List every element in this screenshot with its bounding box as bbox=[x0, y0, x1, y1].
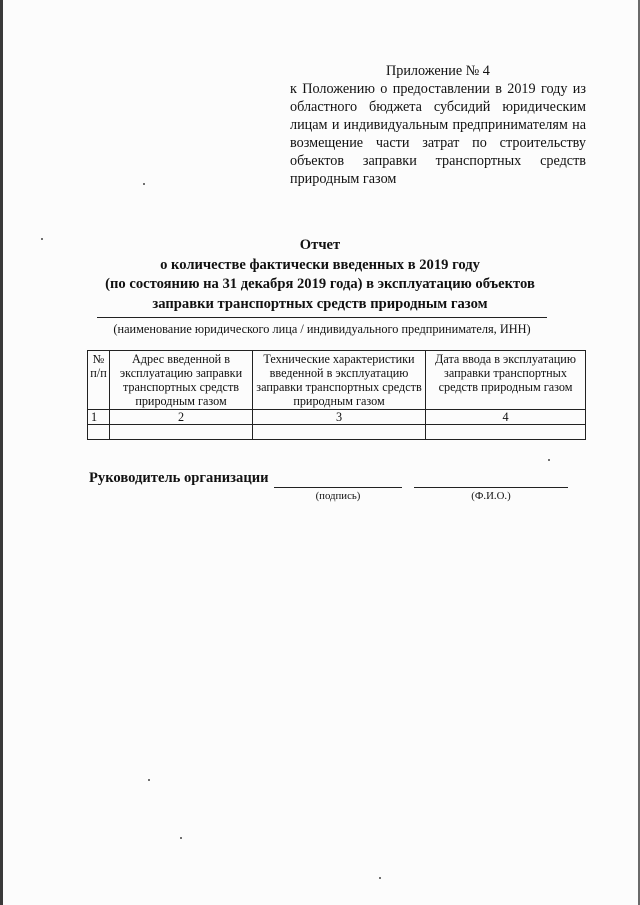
table-header-row bbox=[88, 351, 586, 410]
scan-edge-left bbox=[0, 0, 3, 905]
appendix-text: к Положению о предоставлении в 2019 году из областного бюджета субсидий юридическим лицам и индивидуальным предпринимателям на возмещение части затрат по строительству объектов заправки транспортных средств природным газом bbox=[290, 81, 586, 187]
header-characteristics: Технические характеристики введенной в эксплуатацию заправки транспортных средств природным газом bbox=[253, 351, 426, 410]
report-title-line: Отчет bbox=[299, 237, 341, 253]
column-number: 3 bbox=[253, 410, 426, 425]
scan-speck bbox=[41, 238, 43, 240]
full-name-line bbox=[414, 487, 568, 488]
table-cell bbox=[253, 425, 426, 440]
organization-name-line bbox=[97, 317, 547, 318]
scan-speck bbox=[180, 837, 182, 839]
scan-speck bbox=[148, 779, 150, 781]
header-number: № п/п bbox=[88, 351, 110, 410]
table-row bbox=[88, 425, 586, 440]
column-number: 1 bbox=[88, 410, 110, 425]
table-cell bbox=[426, 425, 586, 440]
report-title-line: о количестве фактически введенных в 2019 году bbox=[160, 256, 480, 273]
signature-caption: (подпись) bbox=[315, 490, 361, 502]
header-date: Дата ввода в эксплуатацию заправки транспортных средств природным газом bbox=[426, 351, 586, 410]
scan-speck bbox=[379, 877, 381, 879]
report-table bbox=[87, 350, 586, 440]
organization-name-caption: (наименование юридического лица / индивидуального предпринимателя, ИНН) bbox=[113, 322, 531, 336]
column-number: 2 bbox=[110, 410, 253, 425]
appendix-block bbox=[290, 62, 586, 188]
scan-speck bbox=[548, 459, 550, 461]
report-title bbox=[70, 236, 570, 314]
full-name-caption: (Ф.И.О.) bbox=[471, 490, 511, 502]
report-title-line: (по состоянию на 31 декабря 2019 года) в эксплуатацию объектов bbox=[105, 276, 535, 292]
column-number-row bbox=[88, 410, 586, 425]
table-cell bbox=[110, 425, 253, 440]
scan-speck bbox=[143, 183, 145, 185]
signature-line bbox=[274, 487, 402, 488]
appendix-title: Приложение № 4 bbox=[386, 63, 490, 79]
table-cell bbox=[88, 425, 110, 440]
header-address: Адрес введенной в эксплуатацию заправки транспортных средств природным газом bbox=[110, 351, 253, 410]
report-title-line: заправки транспортных средств природным газом bbox=[152, 295, 488, 312]
head-of-organization-label: Руководитель организации bbox=[89, 470, 269, 486]
column-number: 4 bbox=[426, 410, 586, 425]
